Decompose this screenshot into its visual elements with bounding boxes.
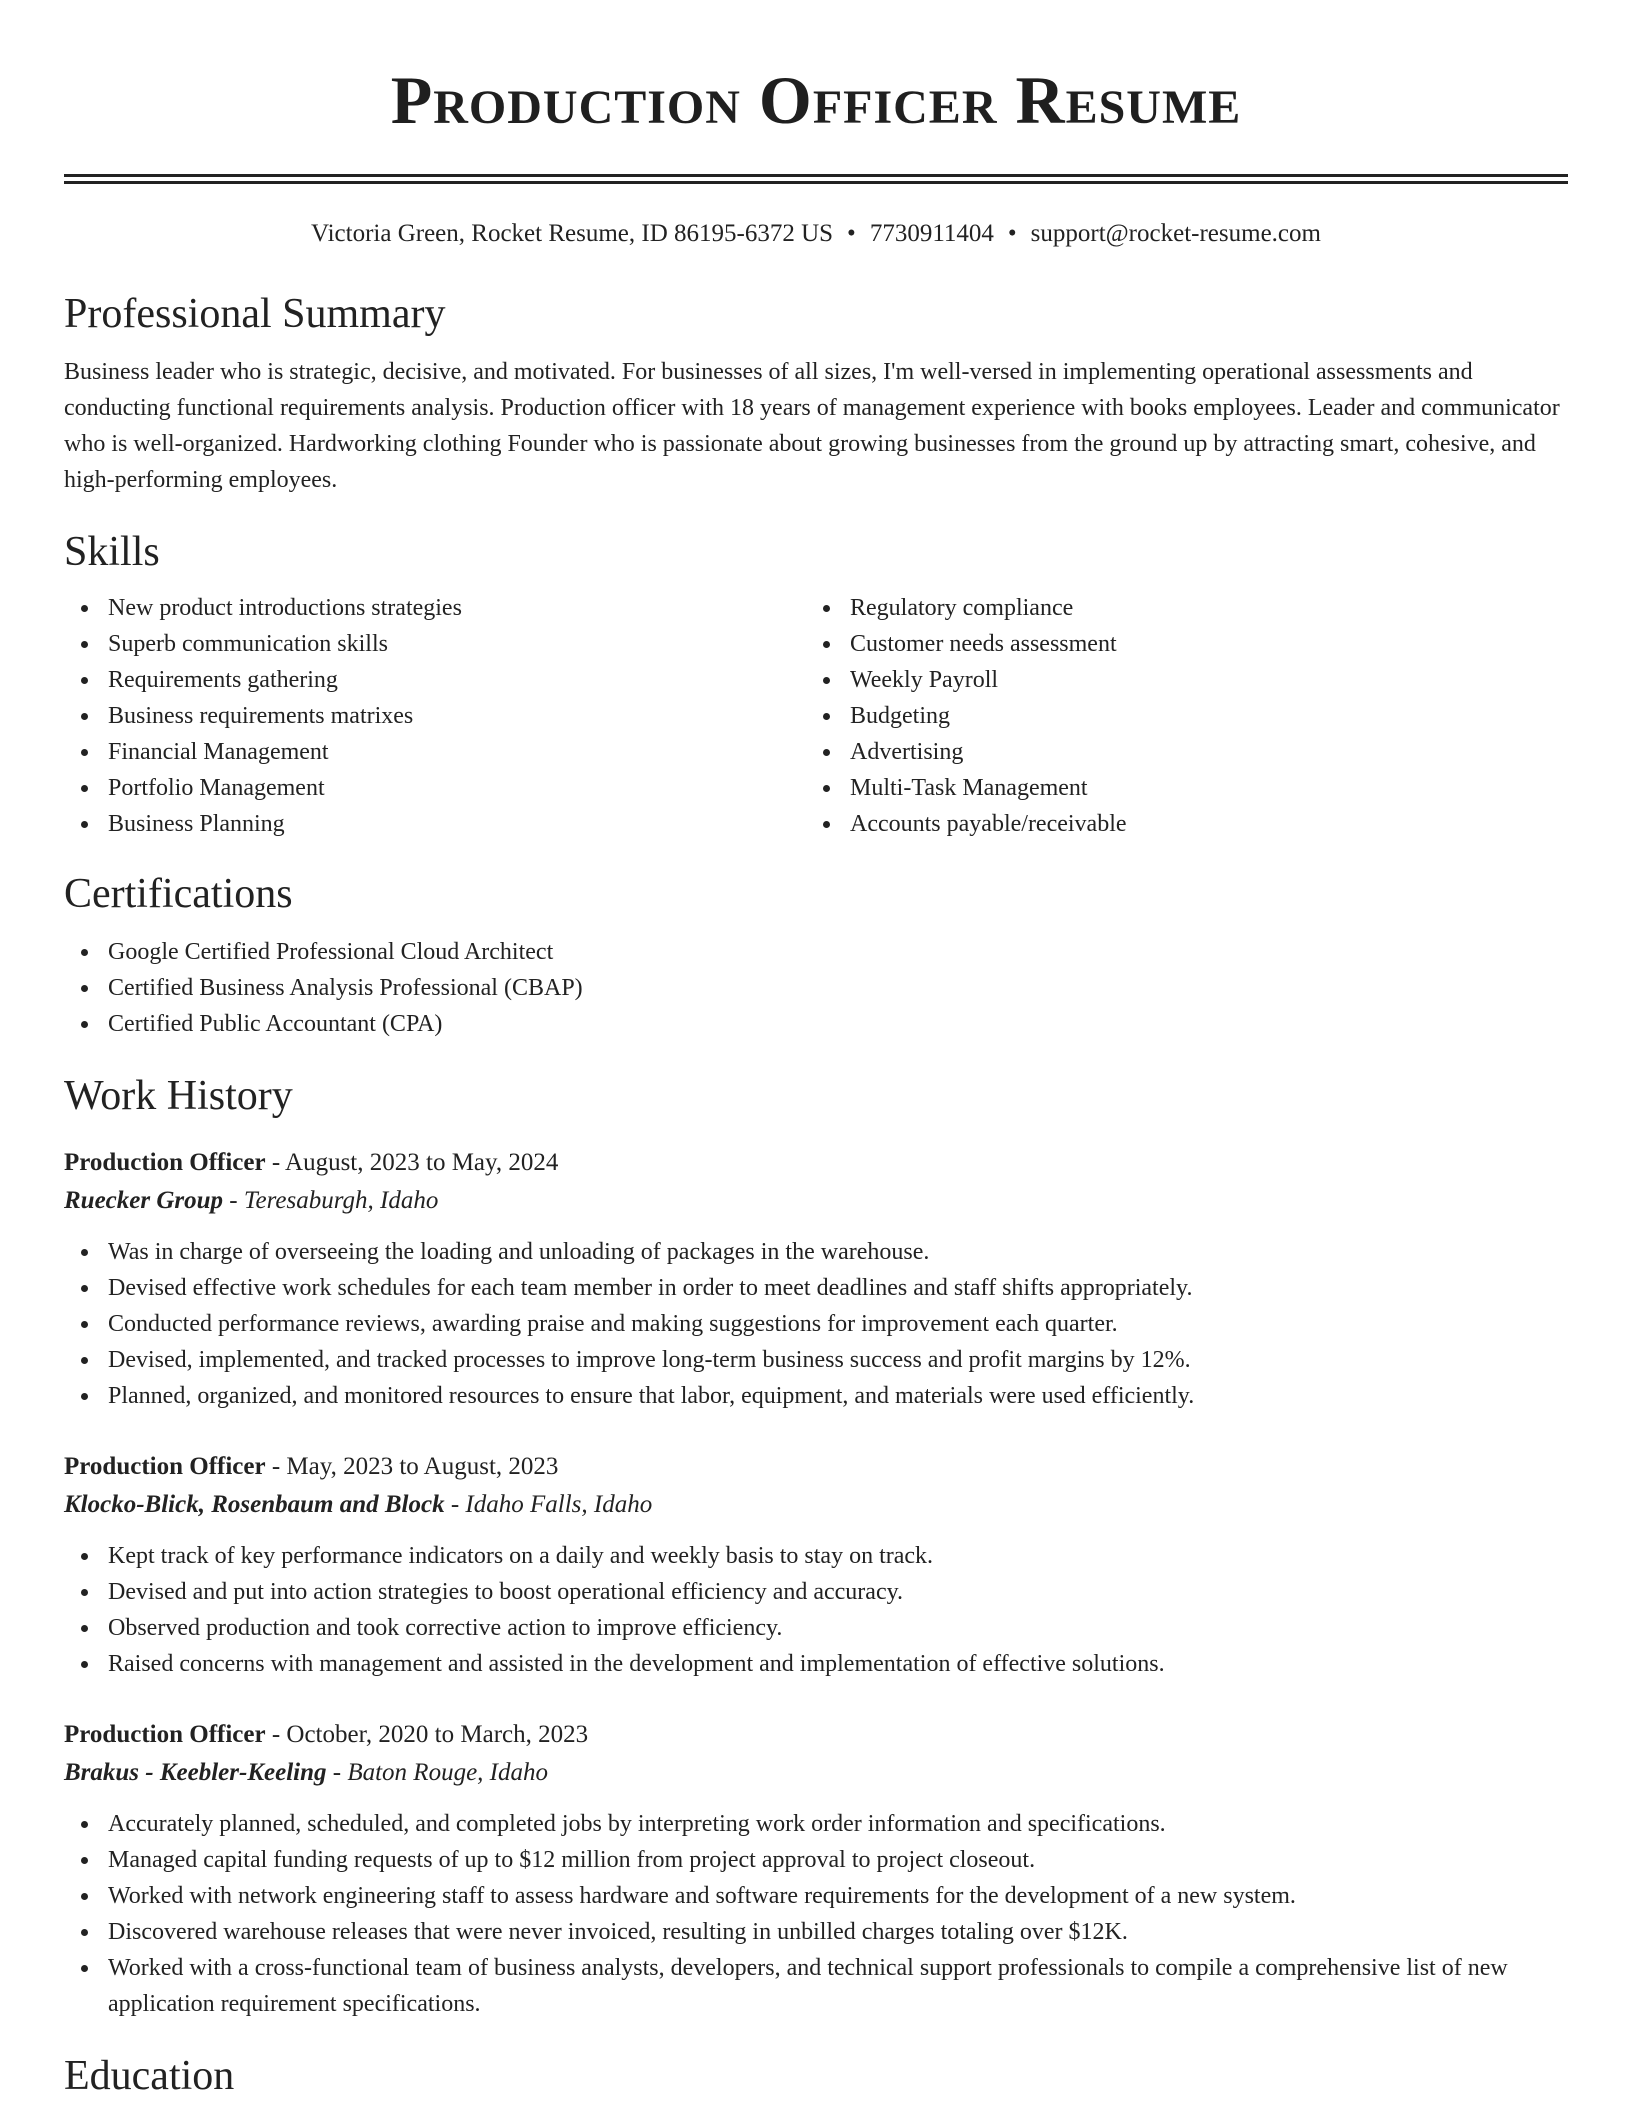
skill-item: Financial Management [64,734,806,770]
contact-separator: • [847,220,856,247]
skill-item: Budgeting [806,698,1548,734]
skills-section [64,526,1568,842]
job-bullet: Devised effective work schedules for each team member in order to meet deadlines and staff shifts appropriately. [64,1270,1568,1306]
skills-list-right [806,590,1548,842]
job-bullets [64,1806,1568,2022]
certification-item: Certified Public Accountant (CPA) [64,1006,1568,1042]
contact-separator: • [1007,220,1017,247]
skill-item: Portfolio Management [64,770,806,806]
summary-text: Business leader who is strategic, decisive, and motivated. For businesses of all sizes, I'm well-versed in implementing operational assessments and conducting functional requirements analysis. Production officer with 18 years of management experience with books employees. Leader and communicator who is well-organized. Hardworking clothing Founder who is passionate about growing businesses from the ground up by attracting smart, cohesive, and high-performing employees. [64,359,1560,493]
skills-columns [64,590,1568,842]
job-bullet: Conducted performance reviews, awarding praise and making suggestions for improvement each quarter. [64,1306,1568,1342]
job-bullet: Devised, implemented, and tracked processes to improve long-term business success and profit margins by 12%. [64,1342,1568,1378]
contact-email: support@rocket-resume.com [1030,220,1321,247]
skill-item: Weekly Payroll [806,662,1548,698]
resume-page [64,0,1568,2112]
education-section [64,2050,1568,2102]
certifications-heading: Certifications [64,871,293,917]
job-entry [64,1448,1568,1682]
skills-heading: Skills [64,529,160,575]
work-history-section [64,1070,1568,2022]
certification-item: Certified Business Analysis Professional (CBAP) [64,970,1568,1006]
certifications-list [64,934,1568,1042]
skill-item: Multi-Task Management [806,770,1548,806]
job-bullet: Managed capital funding requests of up to $12 million from project approval to project closeout. [64,1842,1568,1878]
job-bullet: Raised concerns with management and assisted in the development and implementation of effective solutions. [64,1646,1568,1682]
job-bullet: Devised and put into action strategies to boost operational efficiency and accuracy. [64,1574,1568,1610]
job-bullet: Planned, organized, and monitored resources to ensure that labor, equipment, and materials were used efficiently. [64,1378,1568,1414]
skills-list-left [64,590,806,842]
certifications-section [64,868,1568,1042]
job-title: Production Officer [64,1453,266,1480]
job-company: Brakus - Keebler-Keeling [64,1759,327,1786]
job-bullet: Kept track of key performance indicators on a daily and weekly basis to stay on track. [64,1538,1568,1574]
job-company: Ruecker Group [64,1187,224,1214]
job-company-line [64,1754,1568,1792]
job-bullet: Was in charge of overseeing the loading and unloading of packages in the warehouse. [64,1234,1568,1270]
job-title: Production Officer [64,1721,266,1748]
job-dates: - October, 2020 to March, 2023 [265,1721,589,1748]
job-bullet: Observed production and took corrective action to improve efficiency. [64,1610,1568,1646]
job-bullet: Discovered warehouse releases that were never invoiced, resulting in unbilled charges totaling over $12K. [64,1914,1568,1950]
contact-line [64,216,1568,252]
job-entry [64,1144,1568,1414]
job-bullets [64,1234,1568,1414]
title-divider [64,174,1568,184]
job-title-line [64,1716,1568,1754]
summary-section [64,288,1568,498]
job-title-line [64,1144,1568,1182]
job-company: Klocko-Blick, Rosenbaum and Block [64,1491,445,1518]
skill-item: Business requirements matrixes [64,698,806,734]
contact-address: Victoria Green, Rocket Resume, ID 86195-6372 US [311,220,834,247]
summary-heading: Professional Summary [64,291,446,337]
skill-item: Superb communication skills [64,626,806,662]
job-bullet: Accurately planned, scheduled, and completed jobs by interpreting work order information and specifications. [64,1806,1568,1842]
job-company-line [64,1182,1568,1220]
contact-phone: 7730911404 [869,220,994,247]
skill-item: Regulatory compliance [806,590,1548,626]
skill-item: New product introductions strategies [64,590,806,626]
work-history-heading: Work History [64,1073,293,1119]
job-bullet: Worked with network engineering staff to assess hardware and software requirements for the development of a new system. [64,1878,1568,1914]
certification-item: Google Certified Professional Cloud Architect [64,934,1568,970]
job-dates: - August, 2023 to May, 2024 [265,1149,559,1176]
job-dates: - May, 2023 to August, 2023 [265,1453,559,1480]
job-location: - Idaho Falls, Idaho [444,1491,653,1518]
job-bullet: Worked with a cross-functional team of business analysts, developers, and technical support professionals to compile a comprehensive list of new application requirement specifications. [64,1950,1568,2022]
job-company-line [64,1486,1568,1524]
skill-item: Advertising [806,734,1548,770]
skill-item: Business Planning [64,806,806,842]
skill-item: Requirements gathering [64,662,806,698]
job-location: - Baton Rouge, Idaho [326,1759,548,1786]
skill-item: Accounts payable/receivable [806,806,1548,842]
job-entry [64,1716,1568,2022]
resume-title: Production Officer Resume [390,62,1242,138]
job-bullets [64,1538,1568,1682]
education-heading: Education [64,2053,235,2099]
job-title-line [64,1448,1568,1486]
job-title: Production Officer [64,1149,266,1176]
skill-item: Customer needs assessment [806,626,1548,662]
job-location: - Teresaburgh, Idaho [223,1187,439,1214]
